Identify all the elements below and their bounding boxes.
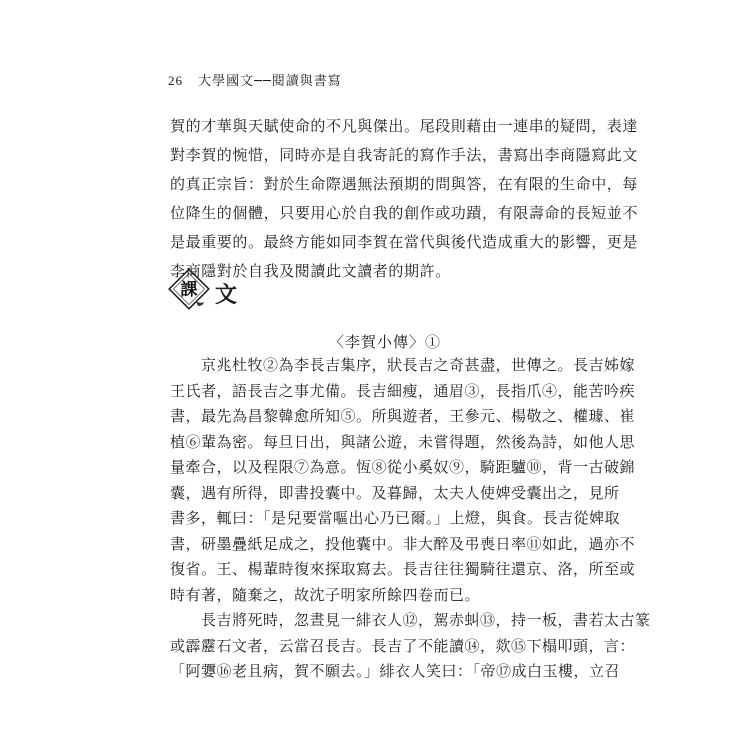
page-number: 26 [168,73,183,88]
passage-line: 長吉將死時，忽晝見一緋衣人⑫，駕赤虯⑬，持一板，書若太古篆 [170,611,651,629]
passage-line: 書多，輒曰：「是兒要當嘔出心乃已爾。」上燈，與食。長吉從婢取 [170,509,621,527]
passage-line: 囊，遇有所得，即書投囊中。及暮歸，太夫人使婢受囊出之，見所 [170,483,620,502]
intro-line: 的真正宗旨：對於生命際遇無法預期的問與答，在有限的生命中，每 [170,175,639,193]
passage-line: 植⑥輩為密。每旦日出，與諸公遊，未嘗得題，然後為詩，如他人思 [170,432,636,451]
intro-line: 對李賀的惋惜，同時亦是自我寄託的寫作手法，書寫出李商隱寫此文 [170,146,639,164]
intro-line: 賀的才華與天賦使命的不凡與傑出。尾段則藉由一連串的疑問，表達 [170,117,639,135]
passage-line: 「阿㜷⑯老且病，賀不願去。」緋衣人笑曰：「帝⑰成白玉樓，立召 [170,662,621,680]
passage-line: 京兆杜牧②為李長吉集序，狀長吉之奇甚盡，世傳之。長吉姊嫁 [170,356,636,374]
intro-line: 李商隱對於自我及閱讀此文讀者的期許。 [170,262,451,280]
passage-line: 王氏者，語長吉之事尤備。長吉細瘦，通眉③，長指爪④，能苦吟疾 [170,381,636,400]
passage-line: 書，研墨疊紙足成之，投他囊中。非大醉及弔喪日率⑪如此，過亦不 [170,534,636,553]
intro-paragraph [170,112,639,286]
section-emblem-icon [168,268,210,310]
intro-line: 位降生的個體，只要用心於自我的創作或功蹟，有限壽命的長短並不 [170,204,639,222]
intro-line: 是最重要的。最終方能如同李賀在當代與後代造成重大的影響，更是 [170,233,639,251]
passage-line: 量牽合，以及程限⑦為意。恆⑧從小奚奴⑨，騎距驢⑩，背一古破錦 [170,458,636,476]
passage-body [170,353,651,685]
passage-line: 復省。王、楊輩時復來探取寫去。長吉往往獨騎往還京、洛，所至或 [170,560,636,578]
passage-line: 或霹靂石文者，云當召長吉。長吉了不能讀⑭，欻⑮下榻叩頭，言： [170,636,636,655]
passage-line: 時有著，隨棄之，故沈子明家所餘四卷而已。 [170,585,481,604]
passage-title: 〈李賀小傳〉① [328,333,441,351]
running-head [168,70,342,89]
section-title: 文 [215,282,240,308]
passage-line: 書，最先為昌黎韓愈所知⑤。所與遊者，王參元、楊敬之、權璩、崔 [170,407,636,425]
emblem-char: 課 [180,280,198,300]
book-title: 大學國文──閱讀與書寫 [198,74,342,89]
